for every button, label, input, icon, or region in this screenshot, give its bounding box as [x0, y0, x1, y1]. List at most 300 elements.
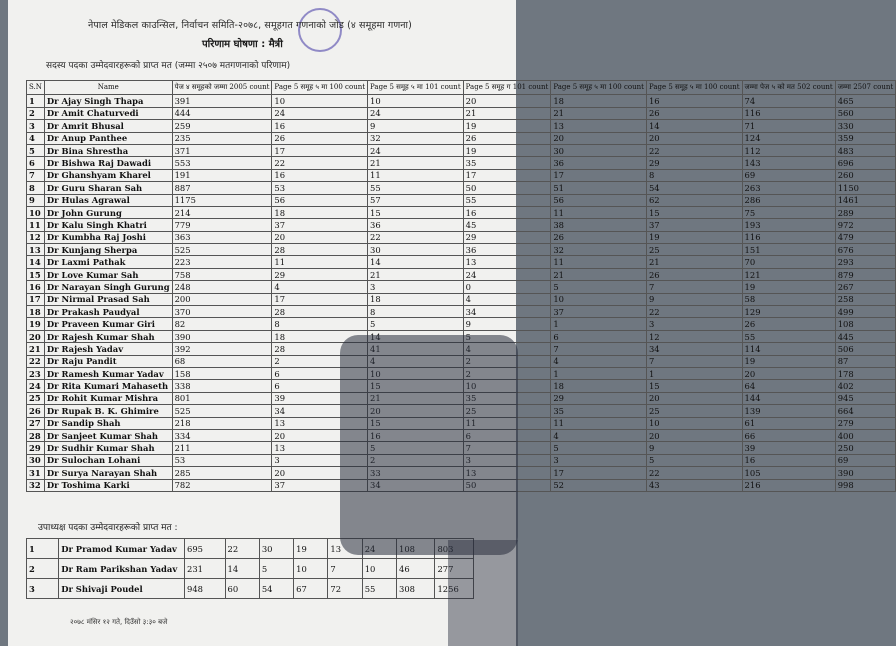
cell-p5d: 35: [551, 405, 647, 417]
cell-p5c: 29: [463, 231, 551, 243]
cell-p5a: 16: [272, 169, 368, 181]
cell-page4: 758: [172, 268, 272, 280]
cell-p5a: 14: [225, 559, 259, 579]
cell-grand-total: 1461: [835, 194, 896, 206]
cell-p5a: 53: [272, 182, 368, 194]
col-page4: पेज ४ समूहको जम्मा 2005 count: [172, 81, 272, 95]
hand-shadow-lower: [448, 540, 518, 646]
table-row: [27, 244, 896, 256]
cell-page5-total: 61: [742, 417, 835, 429]
cell-sn: 16: [27, 281, 45, 293]
cell-p5d: 21: [551, 268, 647, 280]
cell-p5e: 54: [646, 182, 742, 194]
cell-page5-total: 114: [742, 343, 835, 355]
cell-p5a: 18: [272, 206, 368, 218]
cell-p5c: 36: [463, 244, 551, 256]
cell-grand-total: 258: [835, 293, 896, 305]
cell-p5b: 3: [368, 281, 464, 293]
cell-sn: 30: [27, 454, 45, 466]
col-page5-total: जम्मा पेज ५ को मत 502 count: [742, 81, 835, 95]
result-badge: परिणाम घोषणा : मैत्री: [202, 39, 283, 50]
table-row: [27, 559, 474, 579]
cell-page4: 391: [172, 95, 272, 107]
cell-p5c: 4: [463, 293, 551, 305]
cell-grand-total: 676: [835, 244, 896, 256]
cell-sn: 27: [27, 417, 45, 429]
document-title: नेपाल मेडिकल काउन्सिल, निर्वाचन समिति-२०७८, समूहगत गणनाको जोड (४ समूहमा गणना): [88, 20, 412, 31]
cell-name: Dr John Gurung: [44, 206, 172, 218]
cell-name: Dr Bishwa Raj Dawadi: [44, 157, 172, 169]
cell-page5-total: 144: [742, 392, 835, 404]
cell-name: Dr Love Kumar Sah: [44, 268, 172, 280]
table-row: [27, 157, 896, 169]
table-row: [27, 579, 474, 599]
cell-page4: 231: [184, 559, 225, 579]
cell-p5d: 52: [551, 479, 647, 491]
cell-page4: 553: [172, 157, 272, 169]
col-p5b: Page 5 समूह ५ मा 101 count: [368, 81, 464, 95]
table-row: [27, 107, 896, 119]
cell-p5b: 30: [368, 244, 464, 256]
cell-name: Dr Guru Sharan Sah: [44, 182, 172, 194]
col-p5a: Page 5 समूह ५ मा 100 count: [272, 81, 368, 95]
cell-sn: 24: [27, 380, 45, 392]
cell-p5d: 11: [551, 417, 647, 429]
cell-p5a: 6: [272, 367, 368, 379]
cell-p5a: 29: [272, 268, 368, 280]
cell-p5c: 67: [294, 579, 328, 599]
cell-p5b: 57: [368, 194, 464, 206]
cell-p5e: 10: [646, 417, 742, 429]
cell-page4: 1175: [172, 194, 272, 206]
cell-p5b: 22: [368, 231, 464, 243]
cell-name: Dr Toshima Karki: [44, 479, 172, 491]
cell-grand-total: 445: [835, 330, 896, 342]
cell-name: Dr Kunjang Sherpa: [44, 244, 172, 256]
cell-p5a: 8: [272, 318, 368, 330]
cell-grand-total: 1256: [435, 579, 474, 599]
cell-p5a: 56: [272, 194, 368, 206]
cell-p5a: 13: [272, 442, 368, 454]
cell-grand-total: 330: [835, 120, 896, 132]
cell-name: Dr Rohit Kumar Mishra: [44, 392, 172, 404]
cell-p5a: 17: [272, 144, 368, 156]
cell-grand-total: 277: [435, 559, 474, 579]
cell-page4: 68: [172, 355, 272, 367]
cell-page4: 338: [172, 380, 272, 392]
cell-p5d: 4: [551, 429, 647, 441]
cell-page5-total: 39: [742, 442, 835, 454]
cell-p5d: 51: [551, 182, 647, 194]
cell-page5-total: 46: [397, 559, 435, 579]
cell-p5d: 38: [551, 219, 647, 231]
cell-p5d: 13: [551, 120, 647, 132]
cell-page4: 948: [184, 579, 225, 599]
cell-p5d: 10: [551, 293, 647, 305]
cell-p5e: 34: [646, 343, 742, 355]
cell-p5e: 20: [646, 429, 742, 441]
col-p5e: Page 5 समूह ५ मा 100 count: [646, 81, 742, 95]
cell-page5-total: 216: [742, 479, 835, 491]
cell-grand-total: 87: [835, 355, 896, 367]
cell-p5d: 5: [551, 442, 647, 454]
cell-name: Dr Laxmi Pathak: [44, 256, 172, 268]
cell-sn: 3: [27, 579, 59, 599]
cell-p5c: 16: [463, 206, 551, 218]
cell-p5d: 72: [328, 579, 362, 599]
cell-sn: 13: [27, 244, 45, 256]
cell-page5-total: 74: [742, 95, 835, 107]
cell-p5e: 25: [646, 405, 742, 417]
cell-p5a: 10: [272, 95, 368, 107]
cell-p5d: 5: [551, 281, 647, 293]
cell-sn: 23: [27, 367, 45, 379]
cell-page4: 191: [172, 169, 272, 181]
cell-name: Dr Hulas Agrawal: [44, 194, 172, 206]
members-subtitle: सदस्य पदका उम्मेदवारहरूको प्राप्त मत (जम्मा २५०७ मतगणनाको परिणाम): [46, 61, 291, 71]
cell-page5-total: 263: [742, 182, 835, 194]
cell-p5b: 10: [368, 95, 464, 107]
col-grand-total: जम्मा 2507 count: [835, 81, 896, 95]
cell-p5d: 29: [551, 392, 647, 404]
table-row: [27, 194, 896, 206]
cell-page5-total: 112: [742, 144, 835, 156]
cell-p5c: 34: [463, 306, 551, 318]
cell-p5d: 36: [551, 157, 647, 169]
cell-name: Dr Prakash Paudyal: [44, 306, 172, 318]
cell-p5e: 7: [646, 355, 742, 367]
table-row: [27, 219, 896, 231]
cell-grand-total: 879: [835, 268, 896, 280]
cell-name: Dr Ram Parikshan Yadav: [59, 559, 185, 579]
cell-p5b: 8: [368, 306, 464, 318]
cell-sn: 17: [27, 293, 45, 305]
cell-grand-total: 108: [835, 318, 896, 330]
cell-name: Dr Rita Kumari Mahaseth: [44, 380, 172, 392]
cell-grand-total: 400: [835, 429, 896, 441]
cell-sn: 21: [27, 343, 45, 355]
cell-page4: 695: [184, 539, 225, 559]
cell-page4: 82: [172, 318, 272, 330]
cell-p5d: 26: [551, 231, 647, 243]
table-row: [27, 206, 896, 218]
cell-p5e: 9: [646, 442, 742, 454]
table-row: [27, 120, 896, 132]
cell-p5a: 2: [272, 355, 368, 367]
cell-p5c: 0: [463, 281, 551, 293]
cell-p5e: 8: [646, 169, 742, 181]
cell-page5-total: 121: [742, 268, 835, 280]
cell-page5-total: 26: [742, 318, 835, 330]
cell-p5a: 60: [225, 579, 259, 599]
cell-p5a: 6: [272, 380, 368, 392]
cell-sn: 29: [27, 442, 45, 454]
cell-sn: 19: [27, 318, 45, 330]
cell-p5e: 25: [646, 244, 742, 256]
cell-grand-total: 250: [835, 442, 896, 454]
cell-page4: 390: [172, 330, 272, 342]
cell-name: Dr Surya Narayan Shah: [44, 467, 172, 479]
cell-p5a: 13: [272, 417, 368, 429]
cell-p5e: 22: [646, 467, 742, 479]
cell-p5b: 5: [368, 318, 464, 330]
cell-p5e: 9: [646, 293, 742, 305]
cell-grand-total: 499: [835, 306, 896, 318]
cell-name: Dr Sudhir Kumar Shah: [44, 442, 172, 454]
cell-p5c: 24: [463, 268, 551, 280]
cell-p5d: 1: [551, 318, 647, 330]
cell-p5e: 15: [646, 380, 742, 392]
cell-grand-total: 945: [835, 392, 896, 404]
cell-p5d: 7: [328, 559, 362, 579]
cell-page5-total: 193: [742, 219, 835, 231]
cell-p5a: 34: [272, 405, 368, 417]
cell-sn: 31: [27, 467, 45, 479]
cell-name: Dr Amrit Bhusal: [44, 120, 172, 132]
cell-p5a: 4: [272, 281, 368, 293]
col-p5d: Page 5 समूह ५ मा 100 count: [551, 81, 647, 95]
cell-page5-total: 71: [742, 120, 835, 132]
cell-page4: 218: [172, 417, 272, 429]
cell-p5b: 24: [368, 144, 464, 156]
cell-p5a: 3: [272, 454, 368, 466]
cell-p5c: 10: [294, 559, 328, 579]
cell-name: Dr Sanjeet Kumar Shah: [44, 429, 172, 441]
cell-p5b: 15: [368, 206, 464, 218]
cell-p5e: 14: [646, 120, 742, 132]
cell-page4: 200: [172, 293, 272, 305]
cell-p5d: 11: [551, 256, 647, 268]
cell-name: Dr Shivaji Poudel: [59, 579, 185, 599]
cell-p5b: 32: [368, 132, 464, 144]
cell-p5e: 16: [646, 95, 742, 107]
cell-page4: 259: [172, 120, 272, 132]
cell-p5d: 32: [551, 244, 647, 256]
cell-sn: 7: [27, 169, 45, 181]
cell-page4: 779: [172, 219, 272, 231]
cell-p5d: 1: [551, 367, 647, 379]
cell-p5d: 18: [551, 95, 647, 107]
cell-page5-total: 69: [742, 169, 835, 181]
cell-page4: 370: [172, 306, 272, 318]
cell-page5-total: 308: [397, 579, 435, 599]
cell-p5b: 9: [368, 120, 464, 132]
cell-p5d: 17: [551, 169, 647, 181]
cell-page5-total: 16: [742, 454, 835, 466]
cell-name: Dr Narayan Singh Gurung: [44, 281, 172, 293]
cell-page4: 801: [172, 392, 272, 404]
cell-name: Dr Anup Panthee: [44, 132, 172, 144]
cell-p5d: 56: [551, 194, 647, 206]
cell-p5e: 10: [362, 559, 396, 579]
cell-page4: 334: [172, 429, 272, 441]
cell-page4: 444: [172, 107, 272, 119]
cell-p5d: 7: [551, 343, 647, 355]
cell-p5c: 21: [463, 107, 551, 119]
cell-p5e: 29: [646, 157, 742, 169]
cell-sn: 3: [27, 120, 45, 132]
cell-page4: 211: [172, 442, 272, 454]
table-header-row: [27, 81, 896, 95]
cell-p5a: 26: [272, 132, 368, 144]
cell-grand-total: 260: [835, 169, 896, 181]
cell-sn: 6: [27, 157, 45, 169]
cell-sn: 1: [27, 95, 45, 107]
cell-p5e: 62: [646, 194, 742, 206]
cell-sn: 20: [27, 330, 45, 342]
cell-page4: 887: [172, 182, 272, 194]
cell-page5-total: 105: [742, 467, 835, 479]
cell-p5b: 11: [368, 169, 464, 181]
cell-name: Dr Raju Pandit: [44, 355, 172, 367]
cell-p5d: 18: [551, 380, 647, 392]
cell-grand-total: 483: [835, 144, 896, 156]
cell-p5b: 18: [368, 293, 464, 305]
cell-p5b: 5: [259, 559, 293, 579]
cell-page4: 392: [172, 343, 272, 355]
cell-grand-total: 279: [835, 417, 896, 429]
cell-p5c: 13: [463, 256, 551, 268]
cell-p5e: 26: [646, 107, 742, 119]
cell-p5a: 28: [272, 306, 368, 318]
table-row: [27, 293, 896, 305]
cell-p5b: 21: [368, 157, 464, 169]
cell-grand-total: 479: [835, 231, 896, 243]
cell-page5-total: 116: [742, 107, 835, 119]
cell-name: Dr Ajay Singh Thapa: [44, 95, 172, 107]
cell-p5e: 3: [646, 318, 742, 330]
cell-p5a: 11: [272, 256, 368, 268]
cell-p5e: 55: [362, 579, 396, 599]
cell-page5-total: 20: [742, 367, 835, 379]
cell-sn: 12: [27, 231, 45, 243]
cell-grand-total: 998: [835, 479, 896, 491]
cell-name: Dr Praveen Kumar Giri: [44, 318, 172, 330]
cell-p5c: 50: [463, 182, 551, 194]
table-row: [27, 144, 896, 156]
cell-grand-total: 390: [835, 467, 896, 479]
cell-p5a: 37: [272, 219, 368, 231]
cell-name: Dr Amit Chaturvedi: [44, 107, 172, 119]
cell-p5d: 17: [551, 467, 647, 479]
cell-name: Dr Nirmal Prasad Sah: [44, 293, 172, 305]
table-row: [27, 231, 896, 243]
cell-p5d: 6: [551, 330, 647, 342]
cell-p5a: 17: [272, 293, 368, 305]
cell-p5c: 55: [463, 194, 551, 206]
table-row: [27, 281, 896, 293]
cell-sn: 25: [27, 392, 45, 404]
cell-p5e: 20: [646, 392, 742, 404]
cell-p5a: 22: [272, 157, 368, 169]
cell-grand-total: 69: [835, 454, 896, 466]
cell-page4: 363: [172, 231, 272, 243]
cell-page4: 214: [172, 206, 272, 218]
cell-sn: 2: [27, 559, 59, 579]
cell-grand-total: 972: [835, 219, 896, 231]
cell-p5b: 14: [368, 256, 464, 268]
cell-page5-total: 58: [742, 293, 835, 305]
table-row: [27, 95, 896, 107]
cell-p5c: 19: [294, 539, 328, 559]
cell-sn: 10: [27, 206, 45, 218]
cell-p5b: 30: [259, 539, 293, 559]
cell-p5a: 20: [272, 231, 368, 243]
cell-name: Dr Ramesh Kumar Yadav: [44, 367, 172, 379]
cell-sn: 8: [27, 182, 45, 194]
cell-grand-total: 402: [835, 380, 896, 392]
cell-sn: 5: [27, 144, 45, 156]
cell-p5c: 9: [463, 318, 551, 330]
table-row: [27, 256, 896, 268]
cell-p5e: 22: [646, 144, 742, 156]
cell-p5c: 26: [463, 132, 551, 144]
cell-p5e: 12: [646, 330, 742, 342]
cell-page4: 248: [172, 281, 272, 293]
cell-p5b: 54: [259, 579, 293, 599]
cell-grand-total: 560: [835, 107, 896, 119]
cell-p5e: 43: [646, 479, 742, 491]
cell-p5a: 18: [272, 330, 368, 342]
cell-sn: 26: [27, 405, 45, 417]
cell-grand-total: 289: [835, 206, 896, 218]
cell-p5d: 11: [551, 206, 647, 218]
hand-shadow: [340, 335, 518, 555]
cell-p5c: 35: [463, 157, 551, 169]
cell-name: Dr Bina Shrestha: [44, 144, 172, 156]
cell-p5d: 37: [551, 306, 647, 318]
cell-p5a: 20: [272, 467, 368, 479]
cell-p5d: 3: [551, 454, 647, 466]
table-row: [27, 132, 896, 144]
cell-p5a: 24: [272, 107, 368, 119]
col-p5c: Page 5 समूह ग 101 count: [463, 81, 551, 95]
cell-page5-total: 70: [742, 256, 835, 268]
table-row: [27, 182, 896, 194]
cell-page4: 782: [172, 479, 272, 491]
cell-page5-total: 75: [742, 206, 835, 218]
col-sn: S.N: [27, 81, 45, 95]
cell-p5d: 20: [551, 132, 647, 144]
col-name: Name: [44, 81, 172, 95]
cell-grand-total: 696: [835, 157, 896, 169]
cell-p5b: 24: [368, 107, 464, 119]
cell-name: Dr Rajesh Yadav: [44, 343, 172, 355]
cell-sn: 28: [27, 429, 45, 441]
cell-page4: 525: [172, 405, 272, 417]
cell-sn: 18: [27, 306, 45, 318]
footer-date: २०७८ मंसिर १२ गते, दिउँसो ३:३० बजे: [70, 618, 168, 626]
cell-grand-total: 465: [835, 95, 896, 107]
cell-page4: 223: [172, 256, 272, 268]
cell-name: Dr Rupak B. K. Ghimire: [44, 405, 172, 417]
cell-page5-total: 124: [742, 132, 835, 144]
cell-page5-total: 286: [742, 194, 835, 206]
cell-p5e: 5: [646, 454, 742, 466]
cell-p5d: 30: [551, 144, 647, 156]
cell-sn: 4: [27, 132, 45, 144]
cell-p5d: 13: [328, 539, 362, 559]
cell-page4: 158: [172, 367, 272, 379]
cell-page5-total: 151: [742, 244, 835, 256]
table-row: [27, 306, 896, 318]
cell-p5e: 7: [646, 281, 742, 293]
cell-page5-total: 64: [742, 380, 835, 392]
cell-p5b: 36: [368, 219, 464, 231]
cell-name: Dr Sulochan Lohani: [44, 454, 172, 466]
cell-name: Dr Kalu Singh Khatri: [44, 219, 172, 231]
cell-p5e: 19: [646, 231, 742, 243]
